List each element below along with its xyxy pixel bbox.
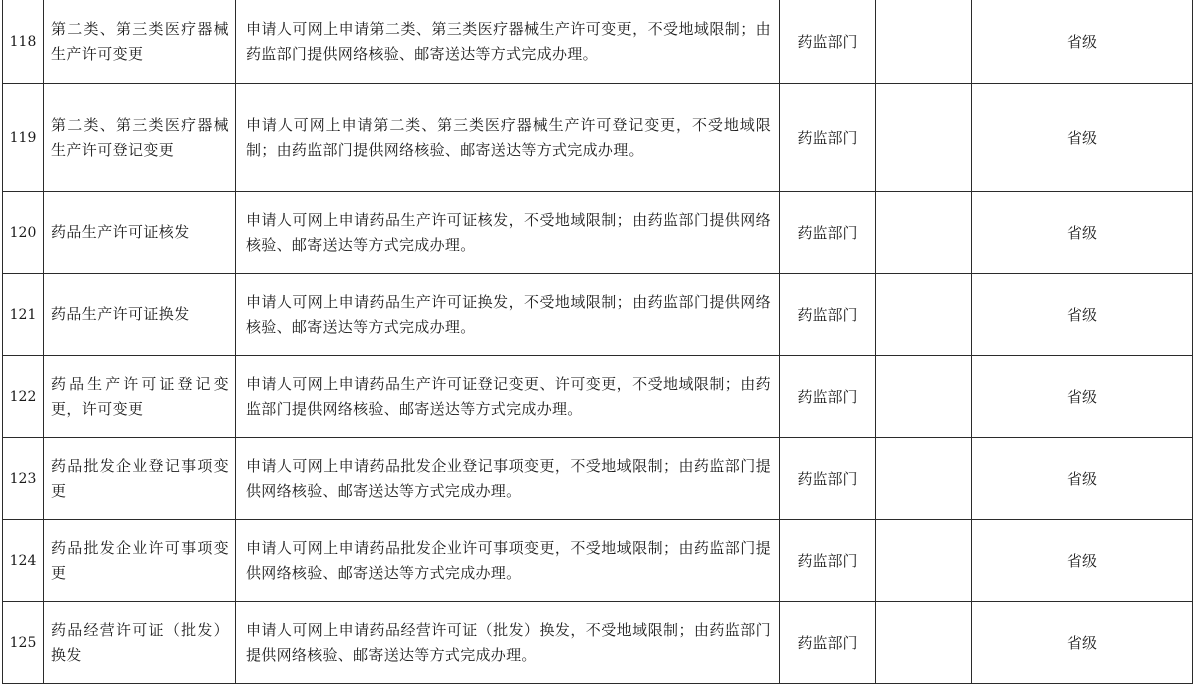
administrative-level: 省级	[972, 438, 1193, 520]
empty-cell	[876, 192, 972, 274]
item-description: 申请人可网上申请第二类、第三类医疗器械生产许可登记变更，不受地域限制；由药监部门提供网络核验、邮寄送达等方式完成办理。	[236, 84, 780, 192]
responsible-department: 药监部门	[780, 602, 876, 684]
empty-cell	[876, 84, 972, 192]
item-description: 申请人可网上申请药品批发企业登记事项变更，不受地域限制；由药监部门提供网络核验、邮寄送达等方式完成办理。	[236, 438, 780, 520]
item-description: 申请人可网上申请药品生产许可证换发，不受地域限制；由药监部门提供网络核验、邮寄送达等方式完成办理。	[236, 274, 780, 356]
table-row	[3, 274, 1193, 356]
item-name: 药品经营许可证（批发）换发	[44, 602, 236, 684]
table-row	[3, 84, 1193, 192]
item-name: 药品生产许可证登记变更，许可变更	[44, 356, 236, 438]
table-row	[3, 356, 1193, 438]
table-row	[3, 438, 1193, 520]
responsible-department: 药监部门	[780, 520, 876, 602]
row-number: 119	[3, 84, 44, 192]
item-name: 药品批发企业登记事项变更	[44, 438, 236, 520]
responsible-department: 药监部门	[780, 192, 876, 274]
table-row	[3, 520, 1193, 602]
administrative-level: 省级	[972, 356, 1193, 438]
item-description: 申请人可网上申请药品生产许可证登记变更、许可变更，不受地域限制；由药监部门提供网络核验、邮寄送达等方式完成办理。	[236, 356, 780, 438]
responsible-department: 药监部门	[780, 84, 876, 192]
table-row	[3, 192, 1193, 274]
item-description: 申请人可网上申请药品经营许可证（批发）换发，不受地域限制；由药监部门提供网络核验、邮寄送达等方式完成办理。	[236, 602, 780, 684]
row-number: 123	[3, 438, 44, 520]
row-number: 124	[3, 520, 44, 602]
empty-cell	[876, 520, 972, 602]
empty-cell	[876, 438, 972, 520]
empty-cell	[876, 602, 972, 684]
item-name: 第二类、第三类医疗器械生产许可登记变更	[44, 84, 236, 192]
responsible-department: 药监部门	[780, 356, 876, 438]
row-number: 120	[3, 192, 44, 274]
table-row	[3, 602, 1193, 684]
item-name: 药品批发企业许可事项变更	[44, 520, 236, 602]
administrative-level: 省级	[972, 274, 1193, 356]
empty-cell	[876, 274, 972, 356]
row-number: 118	[3, 0, 44, 84]
empty-cell	[876, 356, 972, 438]
administrative-level: 省级	[972, 0, 1193, 84]
item-name: 药品生产许可证核发	[44, 192, 236, 274]
item-name: 第二类、第三类医疗器械生产许可变更	[44, 0, 236, 84]
responsible-department: 药监部门	[780, 0, 876, 84]
administrative-level: 省级	[972, 602, 1193, 684]
item-name: 药品生产许可证换发	[44, 274, 236, 356]
administrative-level: 省级	[972, 192, 1193, 274]
empty-cell	[876, 0, 972, 84]
responsible-department: 药监部门	[780, 274, 876, 356]
administrative-level: 省级	[972, 520, 1193, 602]
item-description: 申请人可网上申请药品生产许可证核发，不受地域限制；由药监部门提供网络核验、邮寄送达等方式完成办理。	[236, 192, 780, 274]
row-number: 122	[3, 356, 44, 438]
row-number: 125	[3, 602, 44, 684]
item-description: 申请人可网上申请药品批发企业许可事项变更，不受地域限制；由药监部门提供网络核验、邮寄送达等方式完成办理。	[236, 520, 780, 602]
table-row	[3, 0, 1193, 84]
row-number: 121	[3, 274, 44, 356]
administrative-level: 省级	[972, 84, 1193, 192]
responsible-department: 药监部门	[780, 438, 876, 520]
service-items-table	[2, 0, 1193, 684]
item-description: 申请人可网上申请第二类、第三类医疗器械生产许可变更，不受地域限制；由药监部门提供网络核验、邮寄送达等方式完成办理。	[236, 0, 780, 84]
